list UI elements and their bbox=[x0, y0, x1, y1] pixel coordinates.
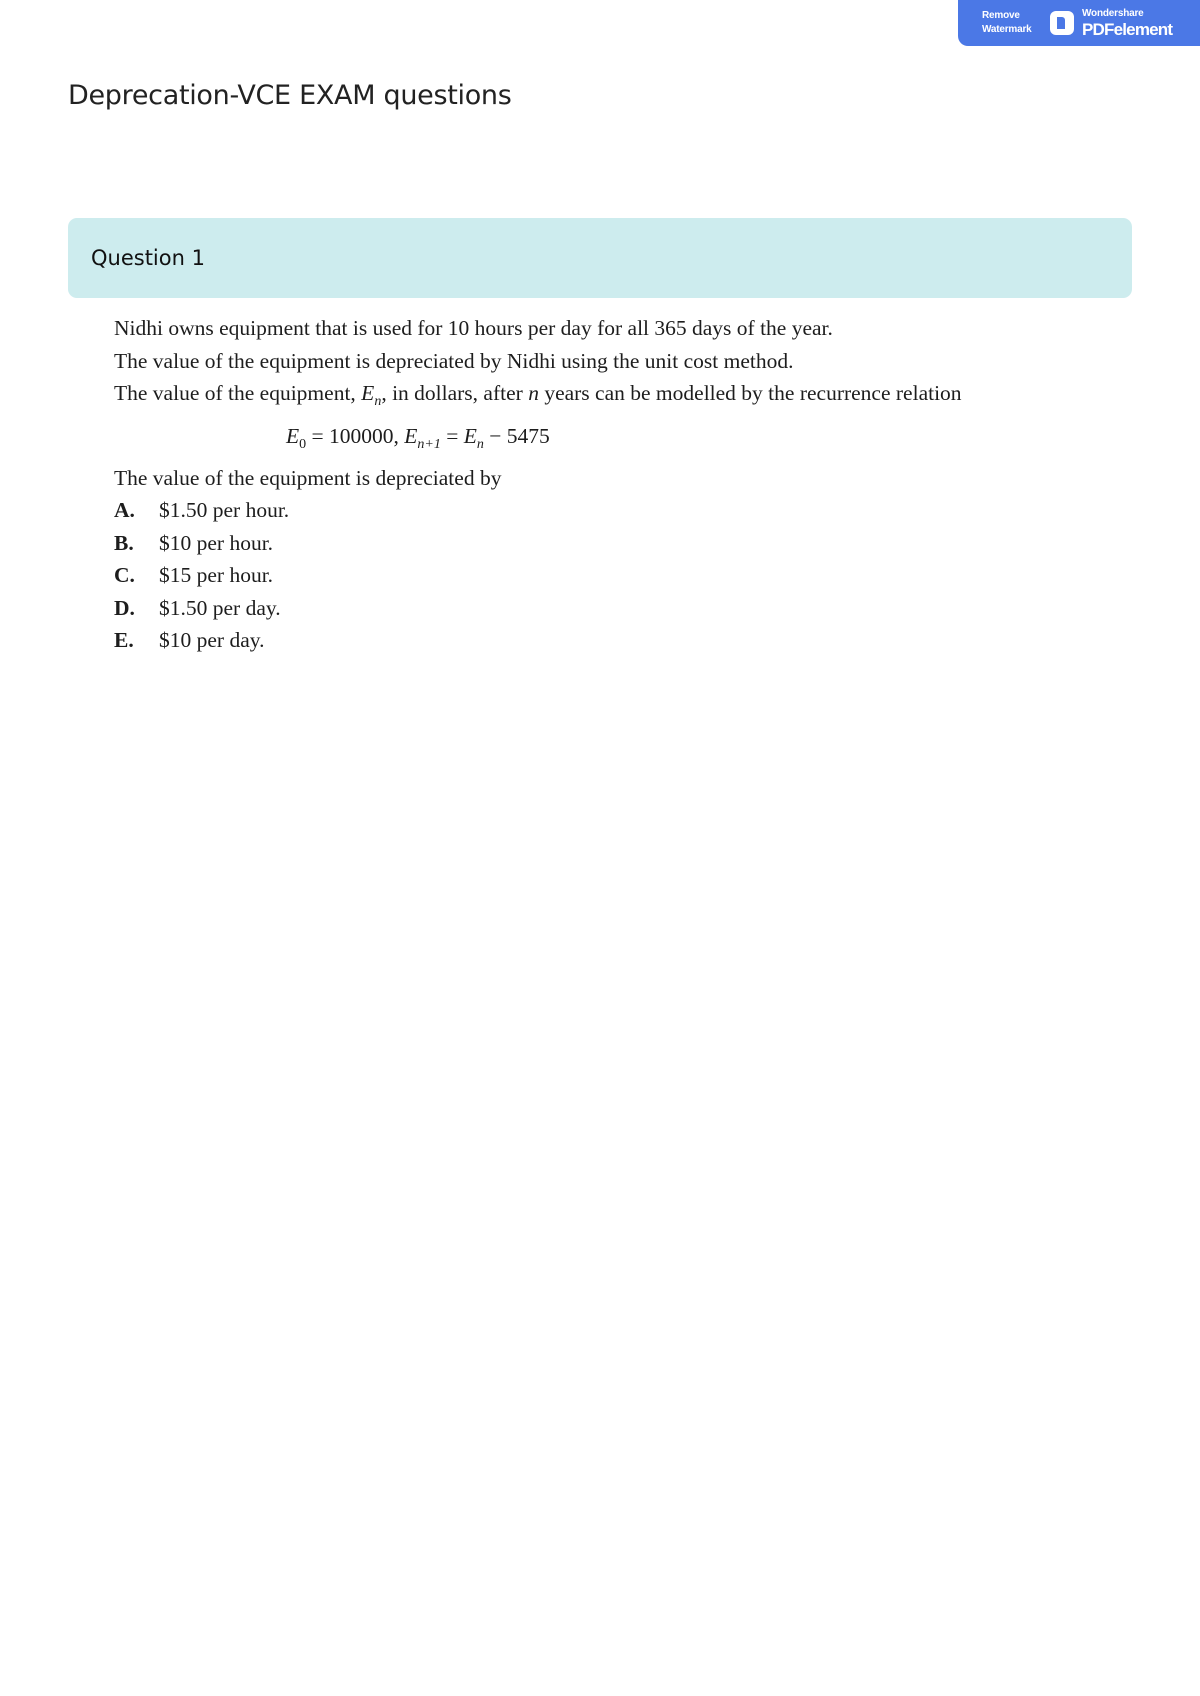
pdfelement-logo-icon bbox=[1050, 11, 1074, 35]
option-b bbox=[114, 527, 1124, 560]
option-d bbox=[114, 592, 1124, 625]
option-letter: D. bbox=[114, 595, 135, 620]
remove-watermark-banner[interactable] bbox=[958, 0, 1200, 46]
question-body bbox=[114, 312, 1124, 657]
eq-part3: − 5475 bbox=[483, 423, 550, 448]
option-a bbox=[114, 494, 1124, 527]
eq-e0: E bbox=[286, 423, 300, 448]
option-text: $15 per hour. bbox=[159, 563, 274, 587]
option-letter: C. bbox=[114, 563, 135, 587]
question-line-2: The value of the equipment is depreciated by Nidhi using the unit cost method. bbox=[114, 348, 794, 373]
line3-text-c: years can be modelled by the recurrence relation bbox=[538, 381, 962, 405]
eq-en: E bbox=[463, 423, 477, 448]
line3-subscript: n bbox=[374, 394, 382, 409]
question-line-1: Nidhi owns equipment that is used for 10 hours per day for all 365 days of the year. bbox=[114, 316, 833, 340]
question-number: Question 1 bbox=[91, 246, 205, 270]
document-title: Deprecation-VCE EXAM questions bbox=[68, 80, 512, 111]
recurrence-equation bbox=[114, 410, 1124, 462]
eq-sub-n: n bbox=[476, 436, 484, 452]
option-letter: A. bbox=[114, 498, 135, 522]
eq-sub-n1: n+1 bbox=[417, 436, 441, 452]
eq-sub-0: 0 bbox=[299, 436, 307, 452]
option-text: $1.50 per hour. bbox=[159, 498, 290, 522]
brand-company: Wondershare bbox=[1082, 7, 1144, 19]
pdfelement-brand bbox=[1082, 9, 1172, 38]
eq-en1: E bbox=[404, 423, 418, 448]
line3-text-b: , in dollars, after bbox=[381, 381, 529, 405]
brand-product: PDFelement bbox=[1082, 19, 1173, 39]
question-header bbox=[68, 218, 1132, 298]
option-letter: B. bbox=[114, 530, 134, 555]
eq-part1: = 100000, bbox=[306, 423, 405, 448]
option-letter: E. bbox=[114, 628, 134, 652]
question-prompt: The value of the equipment is depreciated by bbox=[114, 465, 502, 490]
line3-variable: E bbox=[361, 381, 375, 405]
eq-part2: = bbox=[440, 423, 464, 448]
remove-watermark-line2: Watermark bbox=[982, 24, 1032, 35]
remove-watermark-line1: Remove bbox=[982, 10, 1020, 21]
option-e bbox=[114, 624, 1124, 657]
option-c bbox=[114, 559, 1124, 592]
question-line-3 bbox=[114, 377, 1124, 410]
line3-n: n bbox=[528, 381, 539, 405]
option-text: $10 per hour. bbox=[159, 530, 274, 555]
option-text: $10 per day. bbox=[159, 628, 265, 652]
line3-text-a: The value of the equipment, bbox=[114, 381, 362, 405]
remove-watermark-label[interactable] bbox=[958, 9, 1044, 37]
option-text: $1.50 per day. bbox=[159, 595, 281, 620]
